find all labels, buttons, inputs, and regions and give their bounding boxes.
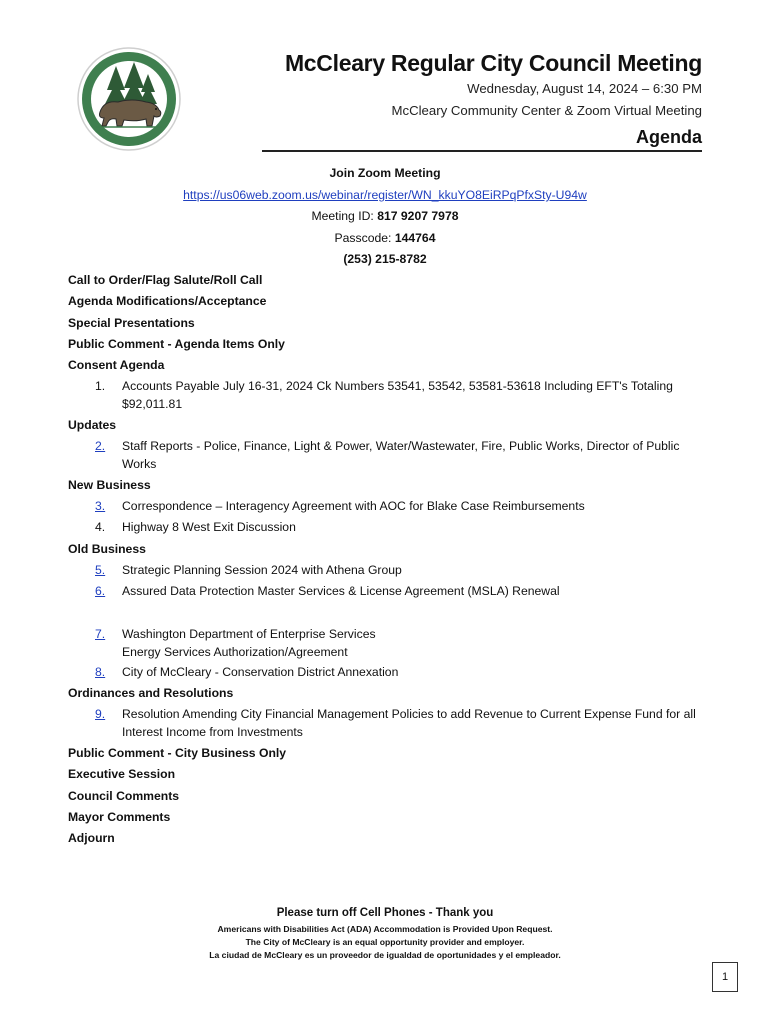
- footer-equal-opportunity-spanish: La ciudad de McCleary es un proveedor de igualdad de oportunidades y el empleador.: [209, 950, 561, 960]
- passcode: [0, 231, 770, 245]
- agenda-item-8: [95, 664, 705, 682]
- footer-cell-phones: Please turn off Cell Phones - Thank you: [276, 907, 494, 919]
- agenda-item-1: [95, 378, 705, 413]
- section-special-presentations: Special Presentations: [68, 316, 195, 330]
- zoom-link[interactable]: https://us06web.zoom.us/webinar/register/WN_kkuYO8EiRPqPfxSty-U94w: [183, 188, 587, 202]
- meeting-id-value: 817 9207 7978: [377, 209, 459, 223]
- section-executive-session: Executive Session: [68, 767, 176, 781]
- meeting-title: McCleary Regular City Council Meeting: [284, 50, 702, 76]
- section-call-to-order: Call to Order/Flag Salute/Roll Call: [68, 273, 263, 287]
- meeting-id-label: Meeting ID:: [311, 209, 378, 223]
- section-updates: Updates: [68, 418, 117, 432]
- item-text: City of McCleary - Conservation District Annexation: [122, 665, 399, 679]
- city-seal-logo: [76, 46, 182, 152]
- item-text: Assured Data Protection Master Services & License Agreement (MSLA) Renewal: [122, 584, 560, 598]
- header-divider: [262, 150, 702, 152]
- item-text-line-2: Energy Services Authorization/Agreement: [122, 644, 348, 659]
- dial-in-phone: (253) 215-8782: [343, 252, 427, 266]
- section-adjourn: Adjourn: [68, 831, 115, 845]
- item-number-link[interactable]: 2.: [95, 439, 106, 453]
- item-number-link[interactable]: 3.: [95, 499, 106, 513]
- zoom-heading: Join Zoom Meeting: [329, 166, 441, 180]
- item-text: Strategic Planning Session 2024 with Athena Group: [122, 563, 402, 577]
- agenda-item-4: [95, 519, 705, 537]
- meeting-date: Wednesday, August 14, 2024 – 6:30 PM: [467, 81, 702, 96]
- agenda-item-2: [95, 438, 705, 473]
- section-agenda-modifications: Agenda Modifications/Acceptance: [68, 294, 267, 308]
- item-number-link[interactable]: 7.: [95, 627, 106, 641]
- item-text: Correspondence – Interagency Agreement with AOC for Blake Case Reimbursements: [122, 499, 585, 513]
- passcode-label: Passcode:: [334, 231, 395, 245]
- agenda-item-5: [95, 562, 705, 580]
- section-public-comment-city: Public Comment - City Business Only: [68, 746, 287, 760]
- page-number: 1: [712, 962, 738, 992]
- item-number-link[interactable]: 6.: [95, 584, 106, 598]
- item-number-link[interactable]: 5.: [95, 563, 106, 577]
- section-new-business: New Business: [68, 478, 151, 492]
- item-number: 1.: [95, 379, 106, 393]
- item-text-line-1: Washington Department of Enterprise Services: [122, 627, 376, 641]
- footer-equal-opportunity: The City of McCleary is an equal opportunity provider and employer.: [245, 937, 525, 947]
- item-text: Accounts Payable July 16-31, 2024 Ck Numbers 53541, 53542, 53581-53618 Including EFT's Totaling $92,011.81: [122, 379, 673, 411]
- section-public-comment-agenda: Public Comment - Agenda Items Only: [68, 337, 285, 351]
- section-council-comments: Council Comments: [68, 789, 180, 803]
- section-old-business: Old Business: [68, 542, 146, 556]
- agenda-item-7: [95, 626, 705, 661]
- item-text: Highway 8 West Exit Discussion: [122, 520, 296, 534]
- item-text: Resolution Amending City Financial Management Policies to add Revenue to Current Expense Fund for all Interest Income from Investments: [122, 707, 696, 739]
- agenda-item-3: [95, 498, 705, 516]
- agenda-item-9: [95, 706, 705, 741]
- agenda-item-6: [95, 583, 705, 601]
- item-text: Staff Reports - Police, Finance, Light & Power, Water/Wastewater, Fire, Public Works, Director of Public Works: [122, 439, 680, 471]
- item-number: 4.: [95, 520, 106, 534]
- meeting-id: [0, 209, 770, 223]
- agenda-heading: Agenda: [635, 127, 702, 147]
- section-mayor-comments: Mayor Comments: [68, 810, 171, 824]
- passcode-value: 144764: [394, 231, 436, 245]
- item-number-link[interactable]: 8.: [95, 665, 106, 679]
- footer-ada: Americans with Disabilities Act (ADA) Accommodation is Provided Upon Request.: [217, 924, 553, 934]
- meeting-location: McCleary Community Center & Zoom Virtual Meeting: [391, 103, 702, 118]
- section-consent-agenda: Consent Agenda: [68, 358, 165, 372]
- item-number-link[interactable]: 9.: [95, 707, 106, 721]
- section-ordinances-resolutions: Ordinances and Resolutions: [68, 686, 234, 700]
